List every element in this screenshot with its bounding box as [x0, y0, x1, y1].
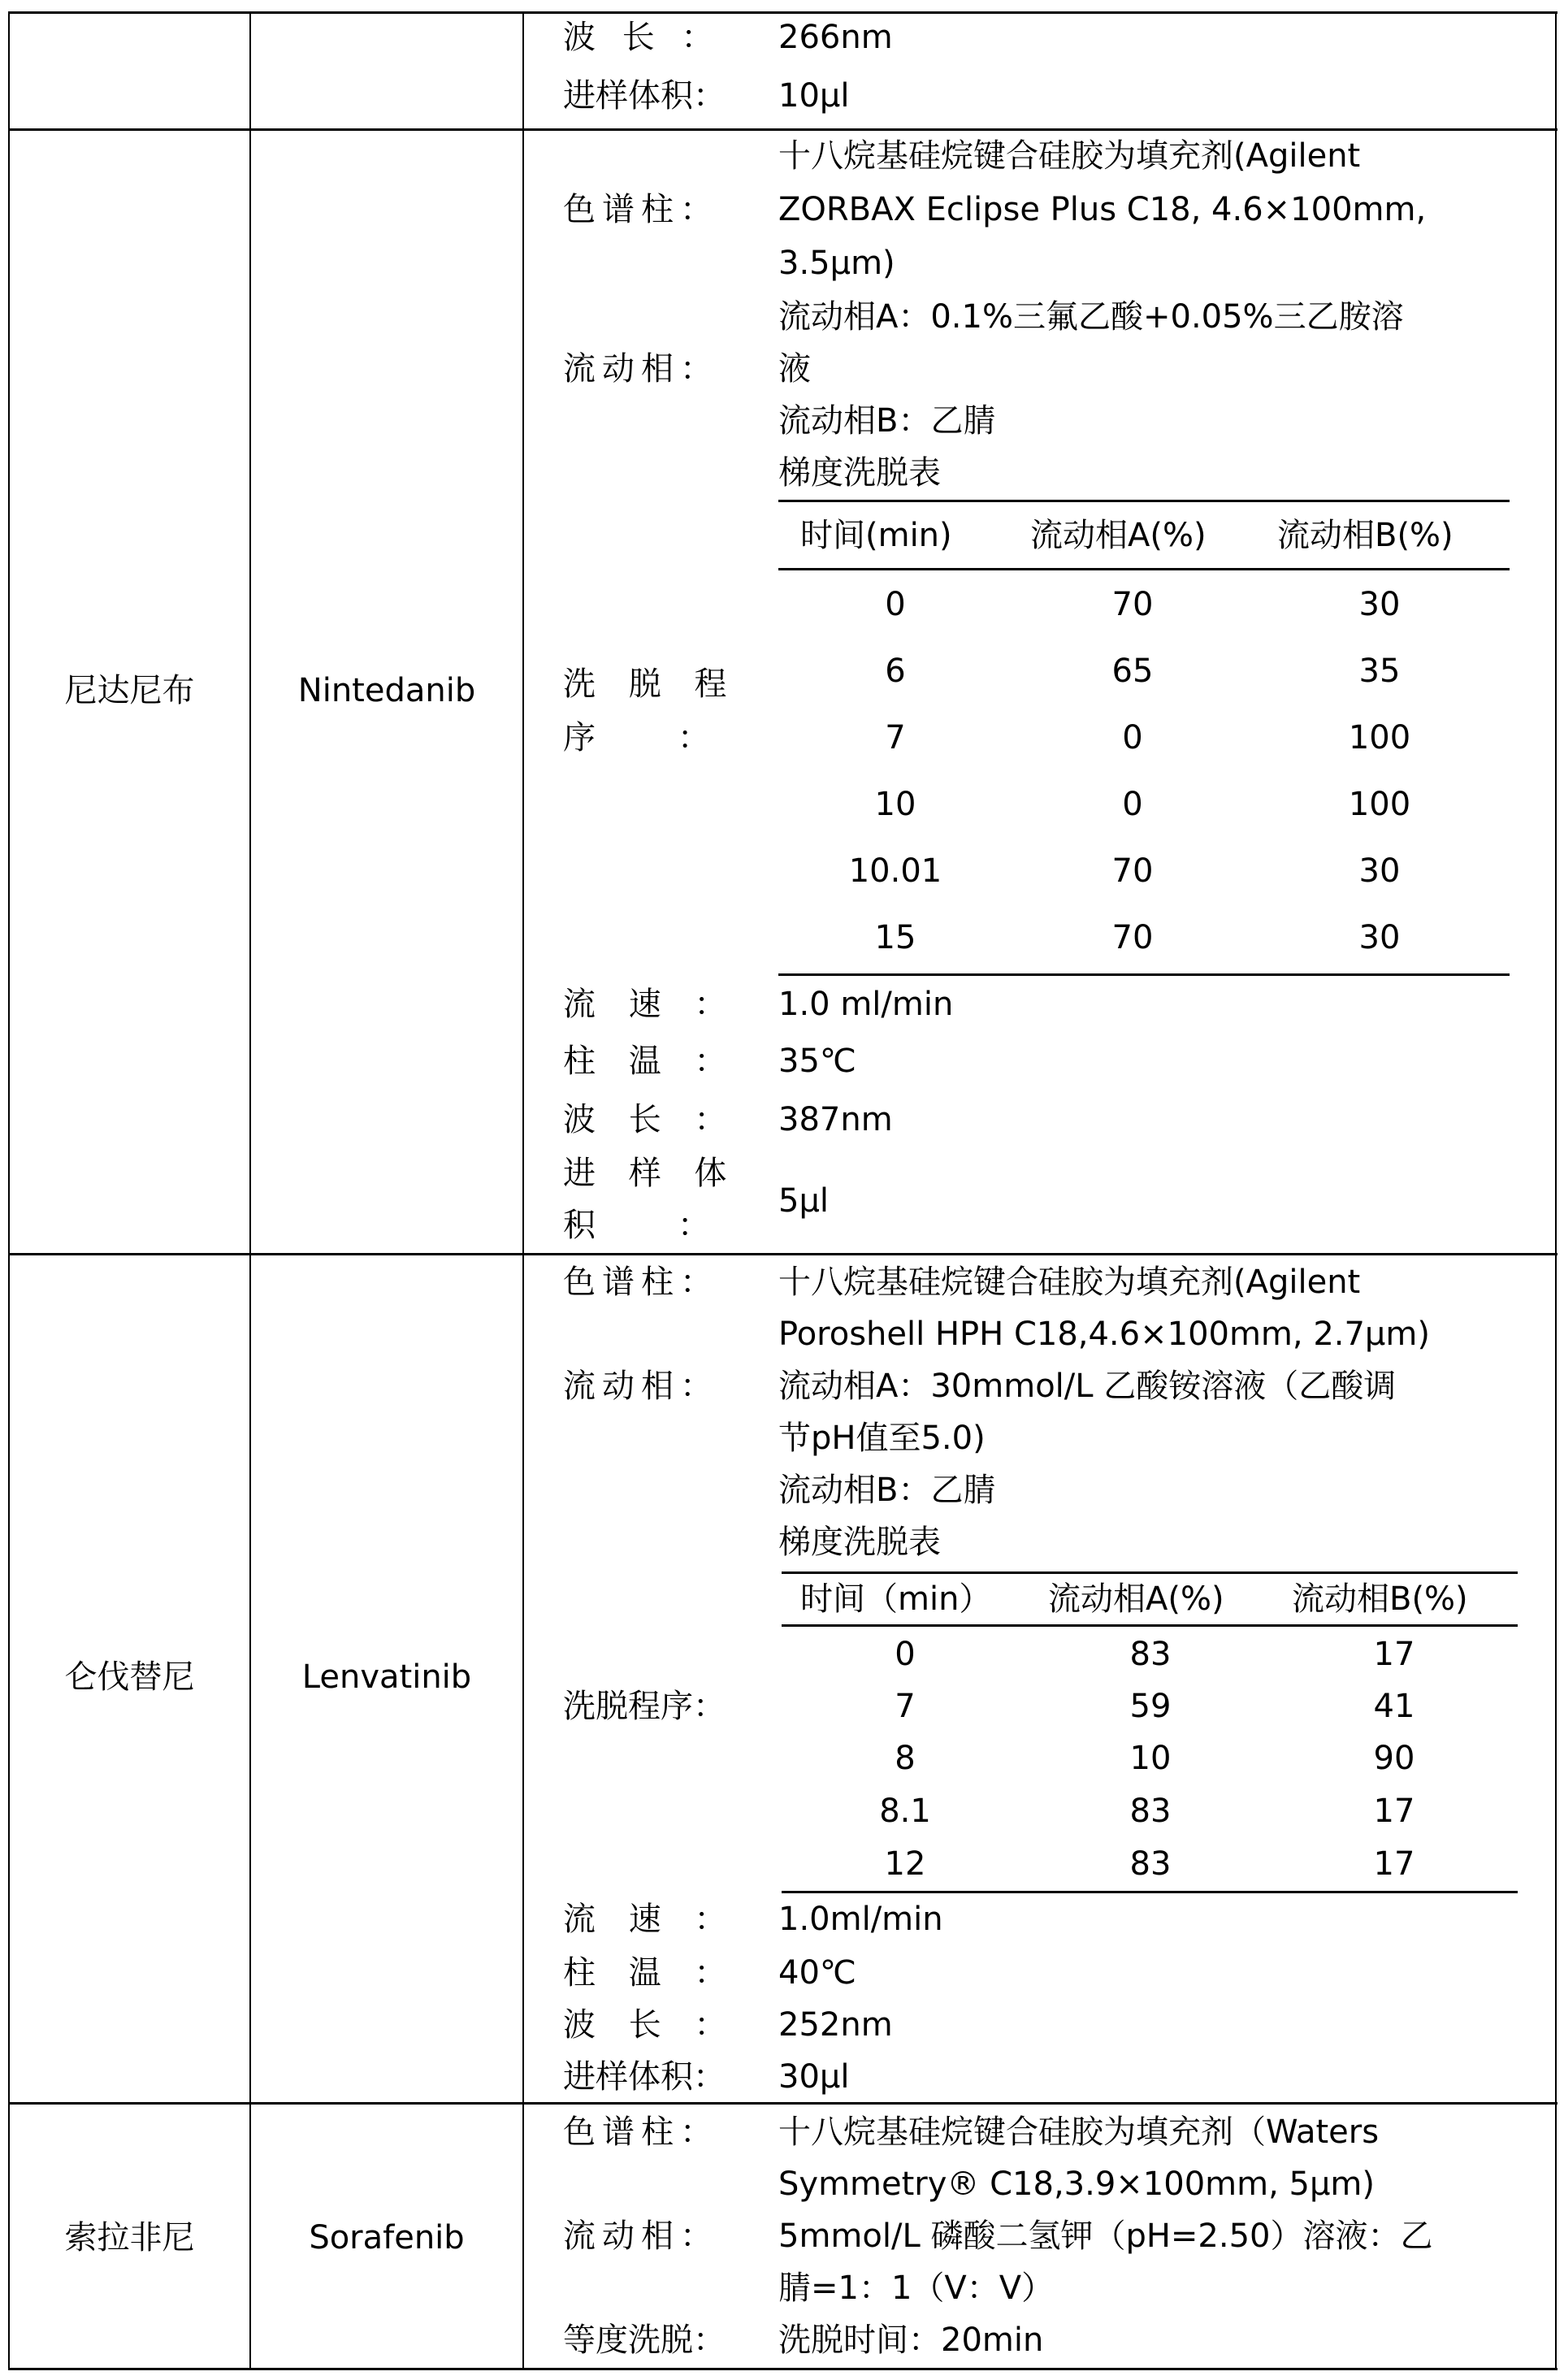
gradient-table-title: 梯度洗脱表: [778, 1524, 941, 1561]
gradient-cell: 100: [1348, 719, 1411, 756]
gradient-table-header-rule: [782, 1624, 1518, 1627]
param-value: 1.0ml/min: [778, 1901, 943, 1938]
gradient-cell: 83: [1129, 1845, 1172, 1883]
gradient-header-b: 流动相B(%): [1277, 517, 1454, 554]
gradient-cell: 0: [1122, 719, 1143, 756]
drug-name-en: Sorafenib: [309, 2219, 465, 2256]
mobile-phase-line: 5mmol/L 磷酸二氢钾（pH=2.50）溶液：乙: [778, 2217, 1433, 2255]
gradient-cell: 0: [1122, 786, 1143, 823]
table-border-left: [8, 11, 10, 2370]
gradient-table-top-rule: [778, 500, 1510, 502]
gradient-cell: 10.01: [848, 852, 942, 890]
gradient-cell: 7: [895, 1688, 916, 1725]
gradient-cell: 6: [885, 652, 906, 690]
param-value: 35℃: [778, 1043, 856, 1080]
column-label: 色谱柱：: [563, 1264, 719, 1301]
injection-volume-label: 进 样 体: [563, 1155, 739, 1192]
drug-name-en: Lenvatinib: [301, 1658, 472, 1696]
column-value-line: ZORBAX Eclipse Plus C18, 4.6×100mm,: [778, 191, 1427, 228]
gradient-header-time: 时间（min）: [800, 1580, 992, 1618]
param-label: 进样体积：: [563, 77, 726, 115]
gradient-cell: 0: [885, 586, 906, 623]
gradient-cell: 59: [1129, 1688, 1172, 1725]
param-label: 波 长 ：: [563, 1101, 739, 1138]
mobile-phase-line: 液: [778, 350, 811, 388]
gradient-cell: 70: [1111, 586, 1154, 623]
param-label: 进样体积：: [563, 2058, 726, 2096]
column-value-line: 十八烷基硅烷键合硅胶为填充剂(Agilent: [778, 1264, 1361, 1301]
gradient-header-a: 流动相A(%): [1048, 1580, 1224, 1618]
gradient-cell: 8.1: [879, 1793, 931, 1830]
gradient-cell: 15: [874, 919, 916, 956]
gradient-cell: 30: [1358, 586, 1401, 623]
param-value: 1.0 ml/min: [778, 986, 954, 1023]
param-value: 387nm: [778, 1101, 893, 1138]
column-label: 色谱柱：: [563, 191, 719, 228]
gradient-table-title: 梯度洗脱表: [778, 454, 941, 492]
gradient-cell: 10: [1129, 1740, 1172, 1777]
column-value-line: 3.5μm): [778, 245, 895, 282]
elution-program-label: 序 ：: [563, 719, 718, 756]
mobile-phase-line: 腈=1：1（V：V）: [778, 2269, 1055, 2307]
gradient-cell: 70: [1111, 852, 1154, 890]
param-value: 266nm: [778, 19, 893, 56]
param-label: 柱 温 ：: [563, 1954, 739, 1992]
param-value: 252nm: [778, 2006, 893, 2044]
gradient-cell: 8: [895, 1740, 916, 1777]
gradient-header-time: 时间(min): [800, 517, 952, 554]
gradient-cell: 17: [1373, 1793, 1415, 1830]
gradient-header-b: 流动相B(%): [1292, 1580, 1468, 1618]
gradient-cell: 30: [1358, 852, 1401, 890]
gradient-cell: 83: [1129, 1793, 1172, 1830]
gradient-cell: 0: [895, 1636, 916, 1673]
param-label: 流 速 ：: [563, 986, 739, 1023]
gradient-cell: 12: [884, 1845, 926, 1883]
gradient-cell: 65: [1111, 652, 1154, 690]
table-border-top: [9, 11, 1558, 14]
column-value-line: 十八烷基硅烷键合硅胶为填充剂（Waters: [778, 2113, 1380, 2151]
gradient-cell: 70: [1111, 919, 1154, 956]
param-value: 30μl: [778, 2058, 850, 2096]
mobile-phase-label: 流动相：: [563, 350, 719, 388]
gradient-table-top-rule: [782, 1571, 1518, 1574]
param-label: 波 长 ：: [563, 19, 722, 56]
drug-name-cn: 仑伐替尼: [64, 1658, 195, 1696]
column-value-line: Poroshell HPH C18,4.6×100mm, 2.7μm): [778, 1316, 1430, 1353]
mobile-phase-label: 流动相：: [563, 1368, 719, 1405]
param-label: 波 长 ：: [563, 2006, 739, 2044]
column-value-line: Symmetry® C18,3.9×100mm, 5μm): [778, 2165, 1375, 2203]
column-label: 色谱柱：: [563, 2113, 719, 2151]
gradient-cell: 100: [1348, 786, 1411, 823]
drug-name-cn: 尼达尼布: [64, 672, 195, 709]
gradient-cell: 90: [1373, 1740, 1415, 1777]
table-border-bottom: [9, 2368, 1558, 2370]
table-border-right: [1555, 11, 1557, 2370]
mobile-phase-line: 流动相A：30mmol/L 乙酸铵溶液（乙酸调: [778, 1368, 1397, 1405]
gradient-cell: 41: [1373, 1688, 1415, 1725]
gradient-table-header-rule: [778, 568, 1510, 570]
elution-program-label: 洗脱程序：: [563, 1688, 726, 1725]
row-divider-3: [9, 2102, 1558, 2105]
param-value: 10μl: [778, 77, 850, 115]
gradient-cell: 17: [1373, 1636, 1415, 1673]
injection-volume-value: 5μl: [778, 1182, 830, 1220]
isocratic-elution-value: 洗脱时间：20min: [778, 2321, 1044, 2359]
mobile-phase-line: 流动相A：0.1%三氟乙酸+0.05%三乙胺溶: [778, 298, 1404, 336]
row-divider-1: [9, 128, 1558, 131]
mobile-phase-line: 流动相B：乙腈: [778, 1472, 996, 1509]
column-divider-1: [249, 11, 251, 2370]
param-label: 柱 温 ：: [563, 1043, 739, 1080]
column-value-line: 十八烷基硅烷键合硅胶为填充剂(Agilent: [778, 137, 1361, 175]
gradient-table-bottom-rule: [782, 1891, 1518, 1893]
isocratic-elution-label: 等度洗脱：: [563, 2321, 726, 2359]
gradient-cell: 30: [1358, 919, 1401, 956]
gradient-cell: 35: [1358, 652, 1401, 690]
elution-program-label: 洗 脱 程: [563, 665, 739, 703]
gradient-cell: 7: [885, 719, 906, 756]
gradient-header-a: 流动相A(%): [1030, 517, 1207, 554]
column-divider-2: [522, 11, 524, 2370]
gradient-cell: 83: [1129, 1636, 1172, 1673]
mobile-phase-line: 流动相B：乙腈: [778, 402, 996, 440]
gradient-cell: 17: [1373, 1845, 1415, 1883]
row-divider-2: [9, 1253, 1558, 1255]
injection-volume-label: 积 ：: [563, 1207, 718, 1244]
drug-name-en: Nintedanib: [297, 672, 476, 709]
drug-name-cn: 索拉非尼: [64, 2219, 195, 2256]
gradient-cell: 10: [874, 786, 916, 823]
param-value: 40℃: [778, 1954, 856, 1992]
gradient-table-bottom-rule: [778, 973, 1510, 976]
mobile-phase-label: 流动相：: [563, 2217, 719, 2255]
mobile-phase-line: 节pH值至5.0): [778, 1420, 986, 1457]
param-label: 流 速 ：: [563, 1901, 739, 1938]
